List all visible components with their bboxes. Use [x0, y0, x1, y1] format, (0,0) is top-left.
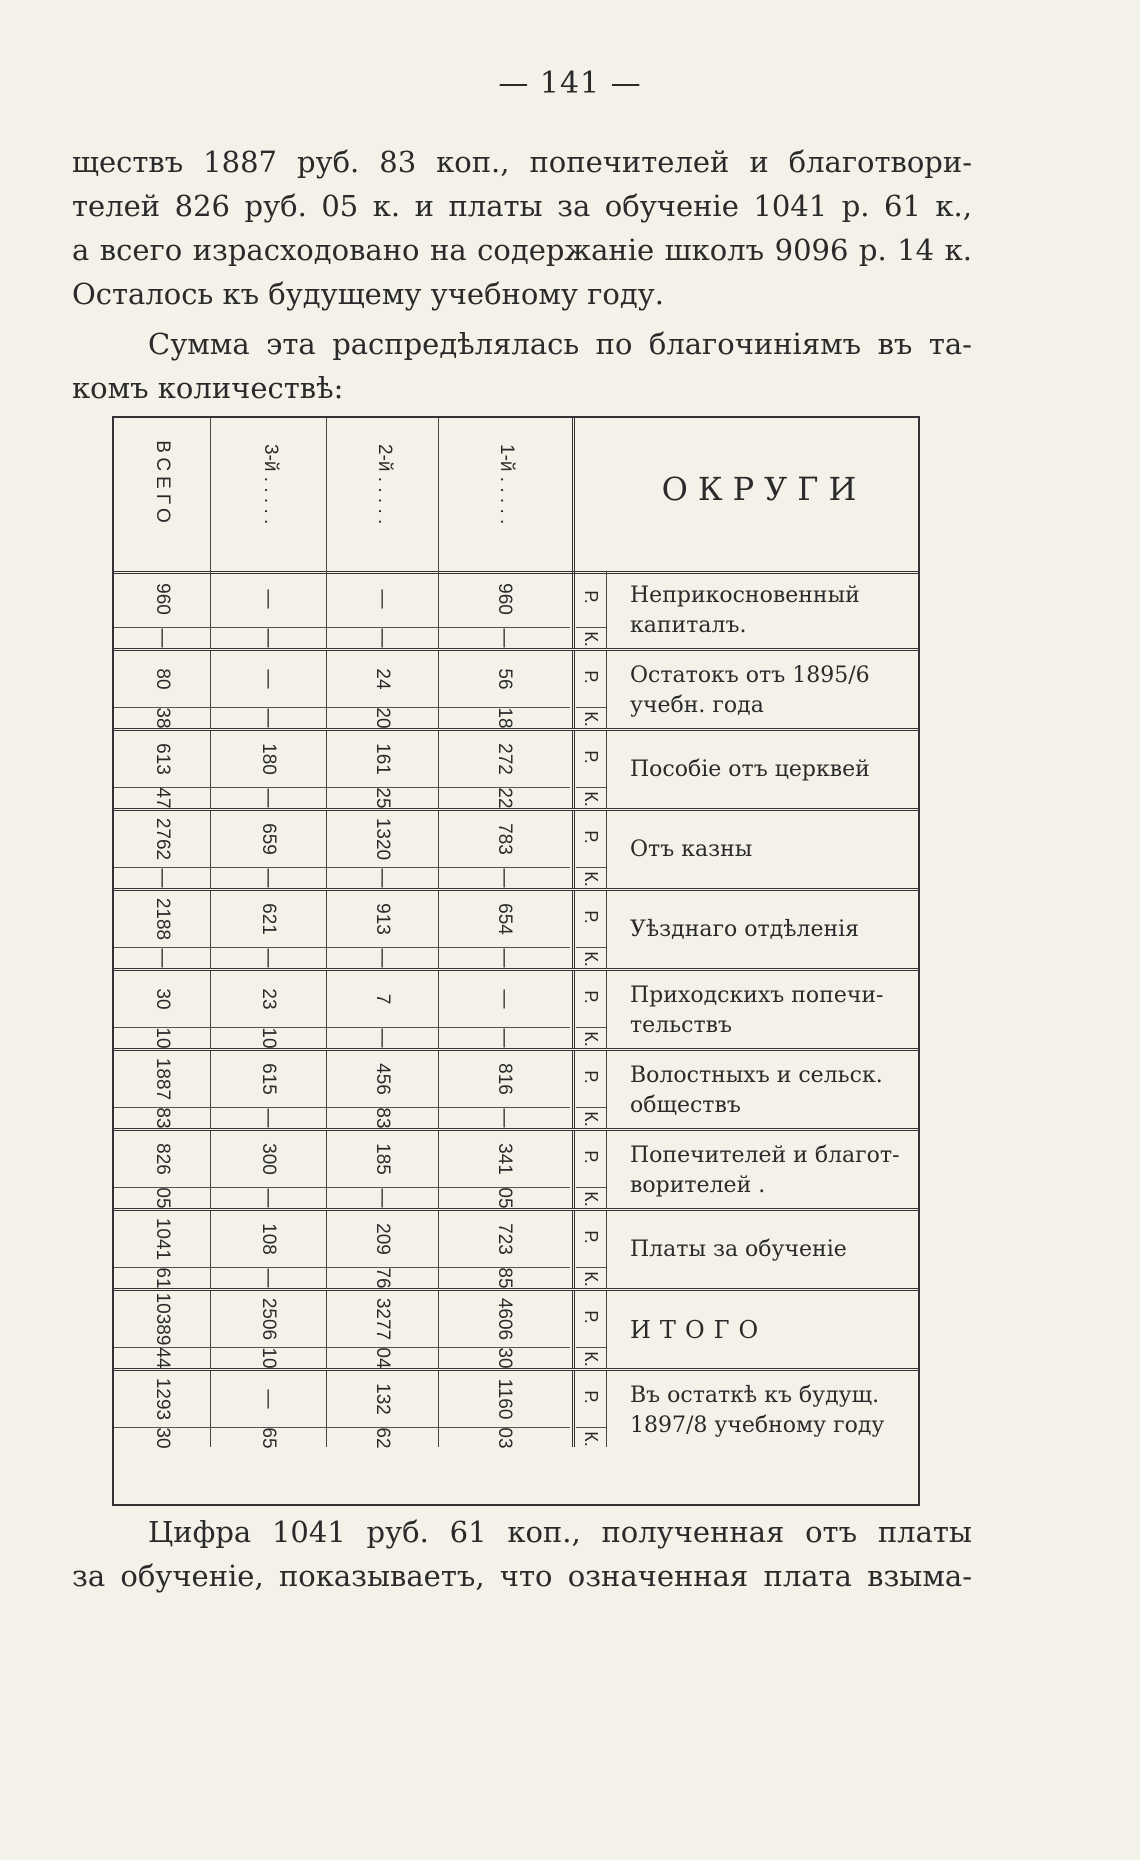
district-kopecks-value: 04: [372, 1346, 393, 1369]
district-kopecks-value: —: [372, 868, 393, 887]
total-kopecks-value: —: [152, 948, 173, 967]
column-divider: [438, 418, 439, 571]
district-kopecks-value: 85: [494, 1266, 515, 1289]
column-divider: [572, 971, 575, 1048]
column-divider: [572, 1291, 575, 1368]
total-kopecks-value: 47: [152, 786, 173, 809]
district-kopecks-value: —: [258, 708, 279, 727]
column-divider: [572, 731, 575, 808]
unit-kop-label: К.: [581, 631, 601, 647]
column-divider: [438, 1051, 439, 1128]
row-label-line: 1897/8 учебному году: [630, 1413, 885, 1438]
unit-kop-label: К.: [581, 1031, 601, 1047]
total-kopecks-value: —: [152, 868, 173, 887]
district-rubles-value: 615: [258, 1063, 279, 1095]
row-label-line: учебн. года: [630, 693, 764, 718]
total-rubles-value: 960: [152, 583, 173, 615]
unit-rub-label: Р.: [581, 1390, 601, 1404]
column-divider: [326, 731, 327, 808]
column-divider: [326, 651, 327, 728]
text-line: ществъ 1887 руб. 83 коп., попечителей и благотвори-: [72, 145, 972, 179]
row-label-line: Приходскихъ попечи-: [630, 983, 884, 1008]
column-divider: [438, 1371, 439, 1447]
unit-rub-label: Р.: [581, 830, 601, 844]
column-divider: [326, 418, 327, 571]
district-rubles-value: 4606: [494, 1297, 515, 1341]
district-rubles-value: —: [258, 589, 279, 609]
district-kopecks-value: —: [494, 1028, 515, 1047]
districts-header: ОКРУГИ: [661, 470, 867, 508]
unit-rub-label: Р.: [581, 670, 601, 684]
column-header-1: 1-й . . . . .: [496, 444, 517, 525]
row-label-line: Волостныхъ и сельск.: [630, 1063, 883, 1088]
column-divider: [326, 571, 327, 648]
district-kopecks-value: —: [258, 1268, 279, 1287]
district-kopecks-value: 18: [494, 706, 515, 729]
table-row: [114, 971, 918, 1051]
column-divider: [326, 971, 327, 1048]
district-rubles-value: 56: [494, 668, 515, 690]
district-rubles-value: 300: [258, 1143, 279, 1175]
column-divider: [572, 811, 575, 888]
district-kopecks-value: —: [258, 628, 279, 647]
table-row: [114, 1131, 918, 1211]
district-kopecks-value: 65: [258, 1426, 279, 1449]
column-divider: [326, 1371, 327, 1447]
unit-kop-label: К.: [581, 1191, 601, 1207]
district-kopecks-value: 03: [494, 1426, 515, 1449]
text-line: а всего израсходовано на содержаніе школъ 9096 р. 14 к.: [72, 233, 972, 267]
table-row: [114, 1291, 918, 1371]
column-divider: [606, 731, 607, 808]
district-rubles-value: 24: [372, 668, 393, 690]
row-label: [630, 1061, 912, 1121]
row-label: [630, 915, 912, 945]
column-divider: [438, 1131, 439, 1208]
paragraph-conclusion: [72, 1510, 972, 1598]
column-divider: [438, 971, 439, 1048]
column-header-total: ВСЕГО: [152, 440, 173, 528]
district-kopecks-value: —: [494, 1108, 515, 1127]
unit-rub-label: Р.: [581, 1310, 601, 1324]
row-label: [630, 981, 912, 1041]
column-divider: [606, 891, 607, 968]
table-row: [114, 1211, 918, 1291]
total-rubles-value: 1293: [152, 1377, 173, 1421]
district-rubles-value: 185: [372, 1143, 393, 1175]
district-kopecks-value: 20: [372, 706, 393, 729]
district-kopecks-value: —: [494, 628, 515, 647]
total-rubles-value: 2762: [152, 817, 173, 861]
total-kopecks-value: 61: [152, 1266, 173, 1289]
district-rubles-value: 180: [258, 743, 279, 775]
column-divider: [210, 1291, 211, 1368]
column-divider: [326, 891, 327, 968]
page-number: — 141 —: [498, 66, 642, 101]
column-divider: [438, 731, 439, 808]
district-kopecks-value: —: [372, 948, 393, 967]
column-divider: [210, 1371, 211, 1447]
district-rubles-value: —: [494, 989, 515, 1009]
total-kopecks-value: 83: [152, 1106, 173, 1129]
row-label-line: тельствъ: [630, 1013, 733, 1038]
district-kopecks-value: 05: [494, 1186, 515, 1209]
text-line: Осталось къ будущему учебному году.: [72, 277, 664, 311]
district-rubles-value: —: [258, 669, 279, 689]
district-kopecks-value: —: [258, 1188, 279, 1207]
district-kopecks-value: —: [494, 948, 515, 967]
district-rubles-value: 456: [372, 1063, 393, 1095]
district-rubles-value: 1160: [494, 1378, 515, 1420]
column-divider: [326, 1131, 327, 1208]
column-divider: [326, 1211, 327, 1288]
unit-kop-label: К.: [581, 871, 601, 887]
column-divider: [438, 811, 439, 888]
column-divider: [572, 1211, 575, 1288]
column-divider: [572, 651, 575, 728]
row-label: [630, 1235, 912, 1265]
table-row: [114, 811, 918, 891]
row-label-line: Отъ казны: [630, 837, 753, 862]
distribution-table: [112, 416, 920, 1506]
row-label: [630, 755, 912, 785]
column-divider: [326, 1291, 327, 1368]
district-rubles-value: 913: [372, 903, 393, 935]
column-divider: [572, 1371, 575, 1447]
district-rubles-value: 783: [494, 823, 515, 855]
column-divider: [606, 1291, 607, 1368]
row-label-line: Остатокъ отъ 1895/6: [630, 663, 870, 688]
table-row: [114, 731, 918, 811]
district-rubles-value: 272: [494, 743, 515, 775]
district-rubles-value: 132: [372, 1383, 393, 1415]
column-divider: [438, 1291, 439, 1368]
row-label-line: Платы за обученіе: [630, 1237, 847, 1262]
unit-rub-label: Р.: [581, 1070, 601, 1084]
text-line: телей 826 руб. 05 к. и платы за обученіе 1041 р. 61 к.,: [72, 189, 972, 223]
unit-kop-label: К.: [581, 1351, 601, 1367]
total-rubles-value: 30: [152, 988, 173, 1010]
total-rubles-value: 826: [152, 1143, 173, 1175]
row-label: [630, 1141, 912, 1201]
district-rubles-value: 341: [494, 1143, 515, 1175]
column-divider: [210, 1211, 211, 1288]
district-kopecks-value: 10: [258, 1346, 279, 1369]
unit-rub-label: Р.: [581, 990, 601, 1004]
district-kopecks-value: —: [258, 788, 279, 807]
text-line: за обученіе, показываетъ, что означенная плата взыма-: [72, 1559, 972, 1593]
text-line: Сумма эта распредѣлялась по благочиніямъ въ та-: [148, 327, 972, 361]
column-divider: [572, 1051, 575, 1128]
district-rubles-value: 7: [372, 993, 393, 1005]
column-divider: [572, 418, 575, 571]
table-header-row: [114, 418, 918, 574]
column-divider: [606, 1211, 607, 1288]
table-row: [114, 651, 918, 731]
district-kopecks-value: —: [372, 1028, 393, 1047]
column-divider: [606, 571, 607, 648]
table-row: [114, 1371, 918, 1447]
unit-kop-label: К.: [581, 951, 601, 967]
total-kopecks-value: 10: [152, 1026, 173, 1049]
row-label: [630, 661, 912, 721]
column-divider: [210, 891, 211, 968]
district-kopecks-value: 10: [258, 1026, 279, 1049]
row-label-line: капиталъ.: [630, 613, 747, 638]
unit-rub-label: Р.: [581, 750, 601, 764]
column-header-2: 2-й . . . . .: [374, 444, 395, 525]
district-rubles-value: —: [372, 589, 393, 609]
column-divider: [606, 1131, 607, 1208]
district-rubles-value: 209: [372, 1223, 393, 1255]
district-kopecks-value: 30: [494, 1346, 515, 1369]
district-rubles-value: 3277: [372, 1297, 393, 1341]
row-label-line: ворителей .: [630, 1173, 766, 1198]
row-label-line: Попечителей и благот-: [630, 1143, 900, 1168]
district-rubles-value: 816: [494, 1063, 515, 1095]
total-rubles-value: 1041: [152, 1217, 173, 1261]
column-divider: [438, 651, 439, 728]
column-divider: [572, 571, 575, 648]
unit-kop-label: К.: [581, 1111, 601, 1127]
district-kopecks-value: —: [258, 1108, 279, 1127]
total-rubles-value: 2188: [152, 897, 173, 941]
column-divider: [326, 811, 327, 888]
row-label: [630, 1315, 912, 1345]
district-rubles-value: 108: [258, 1223, 279, 1255]
total-kopecks-value: 30: [152, 1426, 173, 1449]
text-line: комъ количествѣ:: [72, 371, 344, 405]
row-label-line: обществъ: [630, 1093, 741, 1118]
total-kopecks-value: 05: [152, 1186, 173, 1209]
column-divider: [438, 571, 439, 648]
district-rubles-value: 654: [494, 903, 515, 935]
district-kopecks-value: —: [494, 868, 515, 887]
row-label-line: Въ остаткѣ къ будущ.: [630, 1383, 880, 1408]
row-label-line: Неприкосновенный: [630, 583, 860, 608]
column-divider: [606, 1051, 607, 1128]
column-divider: [572, 1131, 575, 1208]
paragraph-distribution: [72, 322, 972, 410]
table-row: [114, 1051, 918, 1131]
row-label-line: Пособіе отъ церквей: [630, 757, 870, 782]
district-rubles-value: 2506: [258, 1297, 279, 1341]
district-kopecks-value: 83: [372, 1106, 393, 1129]
total-rubles-value: 1887: [152, 1057, 173, 1101]
district-rubles-value: 723: [494, 1223, 515, 1255]
unit-kop-label: К.: [581, 791, 601, 807]
district-kopecks-value: 25: [372, 786, 393, 809]
column-divider: [326, 1051, 327, 1128]
district-kopecks-value: —: [372, 628, 393, 647]
column-divider: [606, 971, 607, 1048]
district-kopecks-value: 76: [372, 1266, 393, 1289]
column-divider: [210, 418, 211, 571]
column-divider: [210, 811, 211, 888]
unit-rub-label: Р.: [581, 590, 601, 604]
column-divider: [572, 891, 575, 968]
paragraph-intro: [72, 140, 972, 316]
district-kopecks-value: 22: [494, 786, 515, 809]
total-kopecks-value: 44: [152, 1346, 173, 1369]
total-rubles-value: 613: [152, 743, 173, 775]
column-divider: [606, 811, 607, 888]
total-rubles-value: 10389: [152, 1292, 173, 1346]
column-divider: [210, 1131, 211, 1208]
column-divider: [438, 1211, 439, 1288]
district-rubles-value: 659: [258, 823, 279, 855]
column-header-3: 3-й . . . . .: [260, 444, 281, 525]
row-label: [630, 1381, 912, 1441]
total-kopecks-value: 38: [152, 706, 173, 729]
district-rubles-value: —: [258, 1389, 279, 1409]
district-rubles-value: 1320: [372, 817, 393, 861]
table-row: [114, 571, 918, 651]
column-divider: [210, 971, 211, 1048]
row-label: [630, 835, 912, 865]
column-divider: [606, 1371, 607, 1447]
unit-kop-label: К.: [581, 1431, 601, 1447]
column-divider: [210, 571, 211, 648]
district-kopecks-value: 62: [372, 1426, 393, 1449]
unit-rub-label: Р.: [581, 1150, 601, 1164]
column-divider: [438, 891, 439, 968]
total-kopecks-value: —: [152, 628, 173, 647]
district-kopecks-value: —: [372, 1188, 393, 1207]
district-kopecks-value: —: [258, 948, 279, 967]
row-label-line: ИТОГО: [630, 1316, 768, 1344]
total-rubles-value: 80: [152, 668, 173, 690]
district-rubles-value: 161: [372, 743, 393, 775]
row-label: [630, 581, 912, 641]
column-divider: [606, 651, 607, 728]
unit-kop-label: К.: [581, 711, 601, 727]
column-divider: [210, 731, 211, 808]
district-rubles-value: 960: [494, 583, 515, 615]
unit-rub-label: Р.: [581, 910, 601, 924]
district-rubles-value: 23: [258, 988, 279, 1010]
column-divider: [210, 651, 211, 728]
unit-rub-label: Р.: [581, 1230, 601, 1244]
row-label-line: Уѣзднаго отдѣленія: [630, 917, 860, 942]
unit-kop-label: К.: [581, 1271, 601, 1287]
column-divider: [210, 1051, 211, 1128]
table-row: [114, 891, 918, 971]
district-rubles-value: 621: [258, 903, 279, 935]
district-kopecks-value: —: [258, 868, 279, 887]
text-line: Цифра 1041 руб. 61 коп., полученная отъ платы: [148, 1515, 972, 1549]
